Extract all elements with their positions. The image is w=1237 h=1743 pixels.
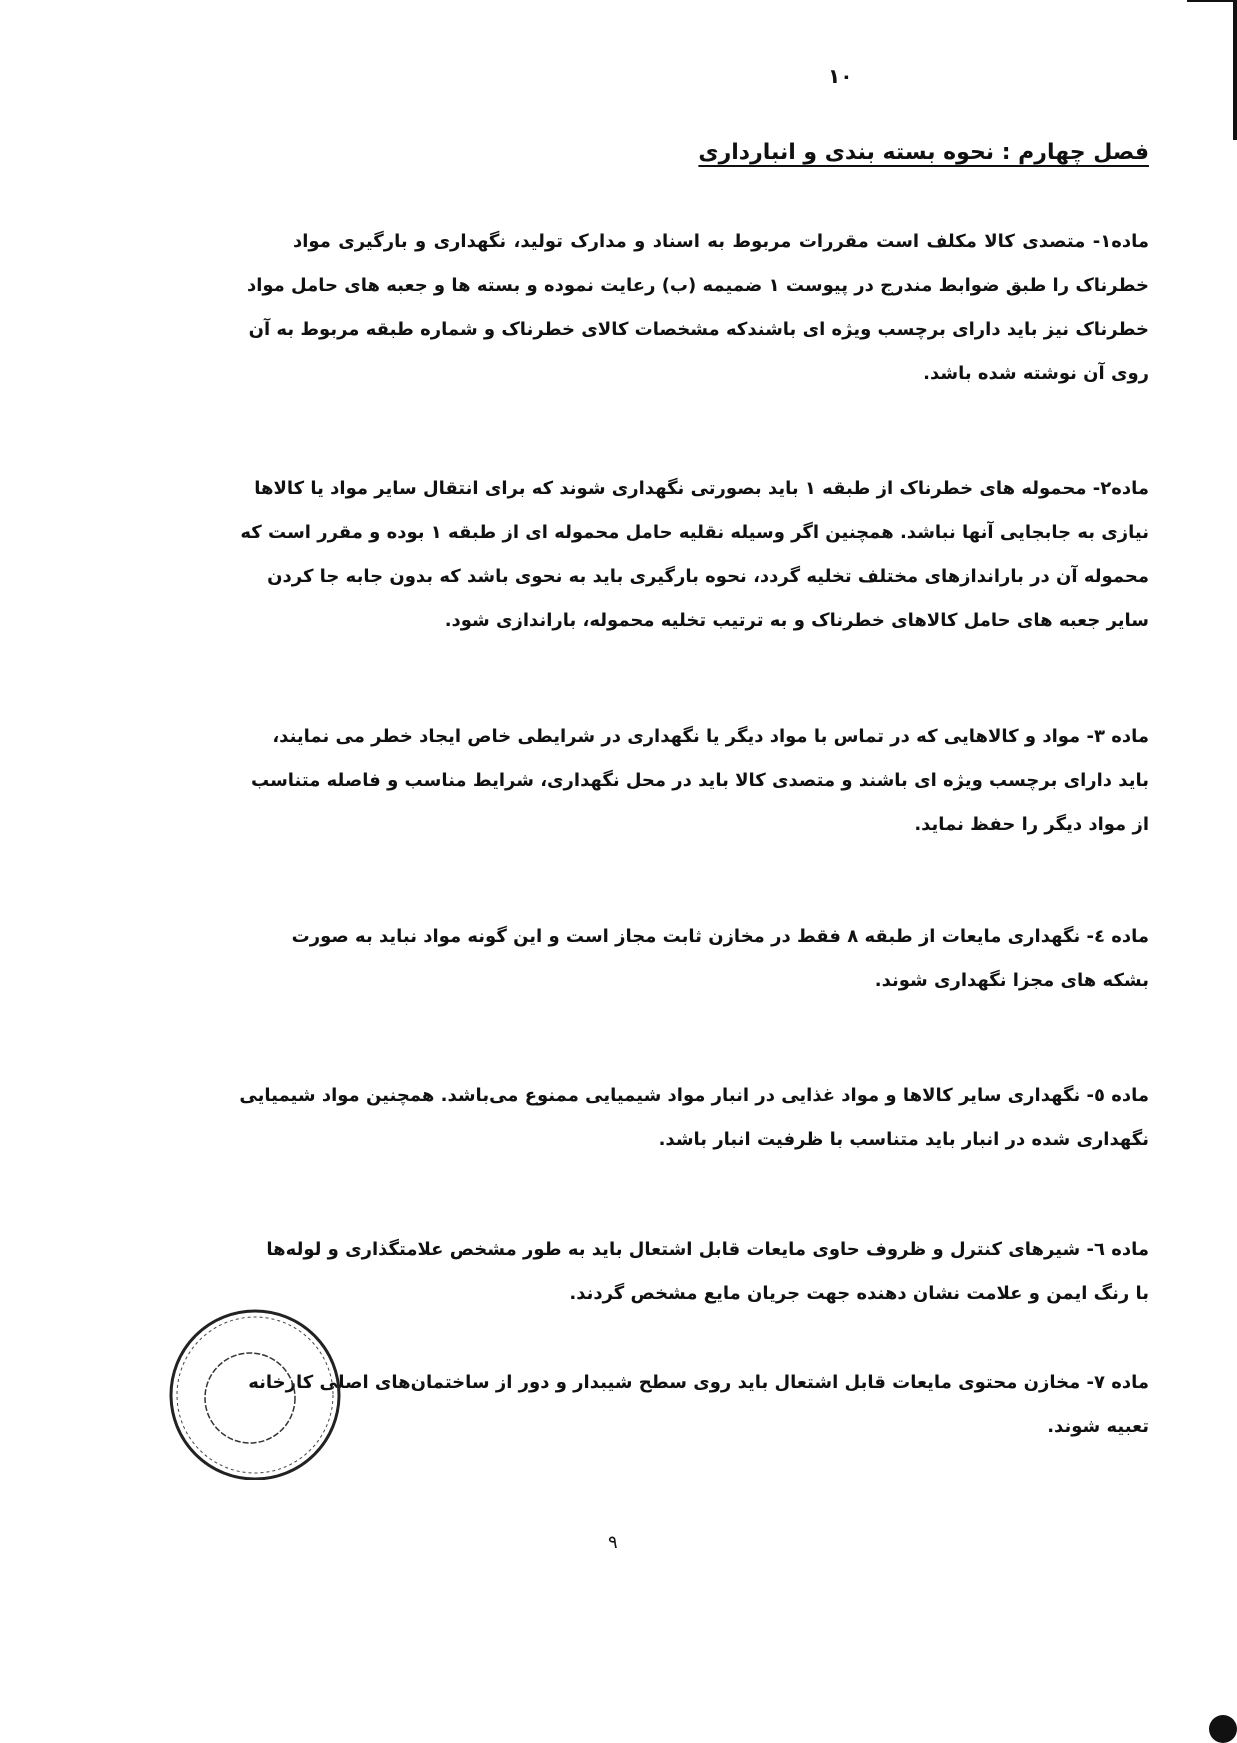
article-1-line: خطرناک نیز باید دارای برچسب ویژه ای باشندکه مشخصات کالای خطرناک و شماره طبقه مربوط به آن [248,319,1149,340]
article-3-line: ماده ۳- مواد و کالاهایی که در تماس با مواد دیگر یا نگهداری در شرایطی خاص ایجاد خطر می نمایند، [272,726,1149,747]
article-3-line: از مواد دیگر را حفظ نماید. [914,814,1149,835]
article-2-line: ماده۲- محموله های خطرناک از طبقه ۱ باید بصورتی نگهداری شوند که برای انتقال سایر مواد یا کالاها [254,478,1149,499]
article-5-line: ماده ٥- نگهداری سایر کالاها و مواد غذایی در انبار مواد شیمیایی ممنوع می‌باشد. همچنین مواد شیمیایی [239,1085,1149,1106]
article-6-line: با رنگ ایمن و علامت نشان دهنده جهت جریان مایع مشخص گردند. [569,1283,1149,1304]
article-4-line: ماده ٤- نگهداری مایعات از طبقه ۸ فقط در مخازن ثابت مجاز است و این گونه مواد نباید به صورت [291,926,1149,947]
scan-edge-bar [1233,0,1237,140]
stamp-seal [165,1300,345,1480]
article-1-line: خطرناک را طبق ضوابط مندرج در پیوست ۱ ضمیمه (ب) رعایت نموده و بسته ها و جعبه های حامل مواد [246,275,1149,296]
page-number: ۹ [608,1532,618,1553]
article-3-line: باید دارای برچسب ویژه ای باشند و متصدی کالا باید در محل نگهداری، شرایط مناسب و فاصله متناسب [251,770,1149,791]
article-6-line: ماده ٦- شیرهای کنترل و ظروف حاوی مایعات قابل اشتعال باید به طور مشخص علامتگذاری و لوله‌ها [266,1239,1149,1260]
article-2-line: سایر جعبه های حامل کالاهای خطرناک و به ترتیب تخلیه محموله، باراندازی شود. [444,610,1149,631]
article-2-line: نیازی به جابجایی آنها نباشد. همچنین اگر وسیله نقلیه حامل محموله ای از طبقه ۱ بوده و مقرر است که [240,522,1149,543]
article-1-line: روی آن نوشته شده باشد. [923,363,1149,384]
scan-mark [1209,1715,1237,1743]
article-5-line: نگهداری شده در انبار باید متناسب با ظرفیت انبار باشد. [658,1129,1149,1150]
article-7-line: تعبیه شوند. [1047,1416,1149,1437]
article-7-line: ماده ۷- مخازن محتوی مایعات قابل اشتعال باید روی سطح شیبدار و دور از ساختمان‌های اصلی کارخانه [248,1372,1149,1393]
article-1-line: ماده۱- متصدی کالا مکلف است مقررات مربوط به اسناد و مدارک تولید، نگهداری و بارگیری مواد [293,231,1149,252]
article-2-line: محموله آن در باراندازهای مختلف تخلیه گردد، نحوه بارگیری باید به نحوی باشد که بدون جابه جا کردن [267,566,1149,587]
scan-edge-line [1187,0,1237,2]
chapter-heading: فصل چهارم : نحوه بسته بندی و انبارداری [698,140,1149,165]
page-mark: ۱۰ [828,64,853,88]
article-4-line: بشکه های مجزا نگهداری شوند. [874,970,1149,991]
